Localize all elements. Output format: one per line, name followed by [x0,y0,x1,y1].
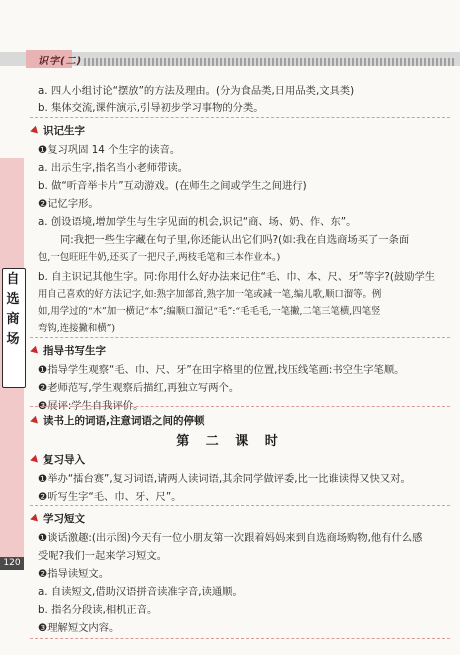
separator [30,505,450,506]
text-line: ❶复习巩固 14 个生字的读音。 [38,144,181,156]
arrow-icon [30,126,41,137]
text-line: ❸理解短文内容。 [38,622,120,634]
text-line: ❷记忆字形。 [38,198,99,210]
text-line: 受呢?我们一起来学习短文。 [38,550,168,562]
section-heading: 学习短文 [32,512,85,526]
section-heading: 复习导入 [32,453,85,467]
text-line: a. 自读短文,借助汉语拼音读准字音,读通顺。 [38,586,243,598]
section-heading: 指导书写生字 [32,344,106,358]
separator [30,406,450,407]
side-tab-label: 自选商场 [6,272,20,347]
text-line: b. 指名分段读,相机正音。 [38,604,158,616]
text-line: b. 自主识记其他生字。同:你用什么好办法来记住“毛、巾、本、尺、牙”等字?(鼓励学生 [38,271,436,283]
separator [30,337,450,338]
text-line: 如,用学过的“木”加一横记“本”;编顺口溜记“毛”:“毛毛毛,一笔撇,二笔三笔横,四笔竖 [38,306,381,317]
arrow-icon [30,455,41,466]
text-line: a. 出示生字,指名当小老师带读。 [38,162,188,174]
text-line: ❶谈话激趣:(出示图)今天有一位小朋友第一次跟着妈妈来到自选商场购物,他有什么感 [38,532,423,544]
text-line: 弯钩,连接撇和横”) [38,323,116,334]
text-line: 用自己喜欢的好方法记字,如:熟字加部首,熟字加一笔或减一笔,编儿歌,顺口溜等。例 [38,289,382,300]
text-line: ❷听写生字“毛、巾、牙、尺”。 [38,491,182,503]
text-line: 包,一包旺旺牛奶,还买了一把尺子,两枝毛笔和三本作业本。) [38,252,281,263]
text-line: b. 集体交流,课件演示,引导初步学习事物的分类。 [38,102,264,114]
section-heading: 识记生字 [32,124,85,138]
arrow-icon [30,514,41,525]
text-line: a. 四人小组讨论“摆放”的方法及理由。(分为食品类,日用品类,文具类) [38,85,355,97]
text-line: ❶指导学生观察“毛、巾、尺、牙”在田字格里的位置,找压线笔画:书空生字笔顺。 [38,364,405,376]
text-line: a. 创设语境,增加学生与生字见面的机会,识记“商、场、奶、作、东”。 [38,216,357,228]
section-heading: 读书上的词语,注意词语之间的停顿 [32,414,205,428]
text-line: 同:我把一些生字藏在句子里,你还能认出它们吗?(如:我在自选商场买了一条面 [60,234,410,246]
header-stripes [84,58,454,66]
separator [30,638,450,639]
text-line: ❸展评:学生自我评价。 [38,400,144,412]
arrow-icon [30,416,41,427]
lesson-title: 第 二 课 时 [176,434,284,449]
header-title: 识字(二) [38,56,83,67]
page-number: 120 [3,558,21,568]
separator [30,117,450,118]
text-line: ❷老师范写,学生观察后描红,再独立写两个。 [38,382,240,394]
text-line: b. 做“听音举卡片”互动游戏。(在师生之间或学生之间进行) [38,180,307,192]
text-line: ❷指导读短文。 [38,568,110,580]
text-line: ❶举办“擂台赛”,复习词语,请两人读词语,其余同学做评委,比一比谁读得又快又对。 [38,473,411,485]
arrow-icon [30,346,41,357]
